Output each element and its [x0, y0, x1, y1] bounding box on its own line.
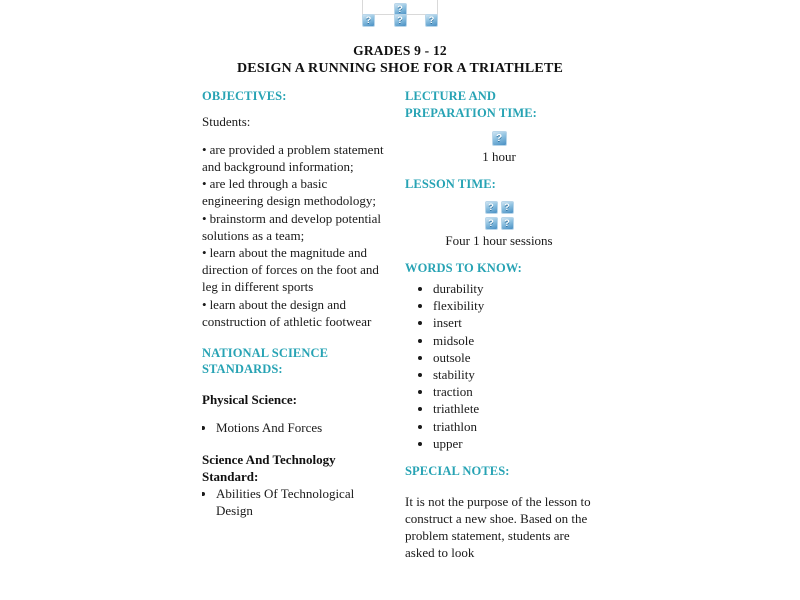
title-grade-range: GRADES 9 - 12	[353, 43, 447, 58]
lecture-time-icon	[405, 129, 593, 147]
objective-bullet	[202, 175, 391, 209]
standards-group-list	[202, 419, 391, 436]
page-title	[0, 42, 800, 78]
top-image-banner	[0, 0, 800, 32]
objectives-intro: Students:	[202, 113, 251, 129]
section-heading-national-science-standards	[202, 345, 391, 378]
broken-image-icon	[501, 217, 514, 230]
title-lesson-name: DESIGN A RUNNING SHOE FOR A TRIATHLETE	[236, 61, 564, 76]
lesson-time-icon-grid	[482, 201, 516, 230]
banner-image-box	[362, 0, 438, 15]
standards-group-list	[202, 485, 391, 519]
special-notes-text: It is not the purpose of the lesson to construct a new shoe. Based on the problem statement, students are asked to look	[405, 493, 591, 561]
section-heading-lecture-and-preparation-time	[405, 88, 602, 121]
objective-text: are provided a problem statement and background information;	[202, 141, 384, 174]
list-item: • triathlon	[433, 418, 602, 435]
broken-image-icon	[425, 14, 438, 27]
lecture-time-heading-line1: LECTURE AND	[405, 89, 497, 103]
list-item: • durability	[433, 280, 602, 297]
broken-image-icon	[394, 14, 407, 27]
lesson-time-value-block	[405, 201, 593, 249]
list-item: • midsole	[433, 332, 602, 349]
objective-text: learn about the magnitude and direction of forces on the foot and leg in different sports	[202, 244, 379, 295]
list-item: • Abilities Of Technological Design	[216, 485, 391, 519]
right-column	[405, 88, 602, 600]
standards-heading-line2: STANDARDS:	[202, 362, 283, 377]
standards-heading-line1: NATIONAL SCIENCE	[202, 345, 329, 360]
list-item: • outsole	[433, 349, 602, 366]
objective-text: learn about the design and construction of athletic footwear	[202, 296, 372, 329]
lecture-time-heading-line2: PREPARATION TIME:	[405, 105, 537, 120]
objective-bullet	[202, 141, 391, 175]
list-item: • Motions And Forces	[216, 419, 391, 436]
list-item: • traction	[433, 383, 602, 400]
bullet-dot-icon: •	[202, 141, 207, 157]
objective-bullet	[202, 296, 391, 330]
broken-image-icon	[485, 201, 498, 214]
broken-image-icon	[485, 217, 498, 230]
list-item: • upper	[433, 435, 602, 452]
bullet-dot-icon: •	[202, 244, 207, 260]
section-heading-objectives: OBJECTIVES:	[202, 89, 287, 103]
objective-bullet	[202, 244, 391, 296]
objective-text: brainstorm and develop potential solutions as a team;	[202, 210, 382, 243]
standards-group-title: Science And Technology Standard:	[202, 452, 336, 485]
section-heading-lesson-time: LESSON TIME:	[405, 177, 496, 191]
list-item: • insert	[433, 314, 602, 331]
list-item: • flexibility	[433, 297, 602, 314]
banner-icon-row	[362, 14, 438, 27]
section-heading-words-to-know: WORDS TO KNOW:	[405, 260, 522, 275]
standards-group-title: Physical Science:	[202, 391, 297, 407]
list-item: • stability	[433, 366, 602, 383]
list-item: • triathlete	[433, 400, 602, 417]
left-column	[202, 88, 399, 600]
lecture-time-value: 1 hour	[482, 149, 516, 164]
bullet-dot-icon: •	[202, 296, 207, 312]
objective-bullet	[202, 210, 391, 244]
section-heading-special-notes: SPECIAL NOTES:	[405, 464, 510, 479]
broken-image-icon	[501, 201, 514, 214]
objective-text: are led through a basic engineering design methodology;	[202, 176, 377, 209]
content-columns	[202, 88, 610, 600]
bullet-dot-icon: •	[202, 210, 207, 226]
broken-image-icon	[362, 14, 375, 27]
words-to-know-list	[405, 280, 602, 452]
broken-image-icon	[492, 131, 507, 146]
lesson-time-value: Four 1 hour sessions	[445, 232, 553, 248]
lecture-time-value-block	[405, 129, 593, 165]
bullet-dot-icon: •	[202, 176, 207, 192]
